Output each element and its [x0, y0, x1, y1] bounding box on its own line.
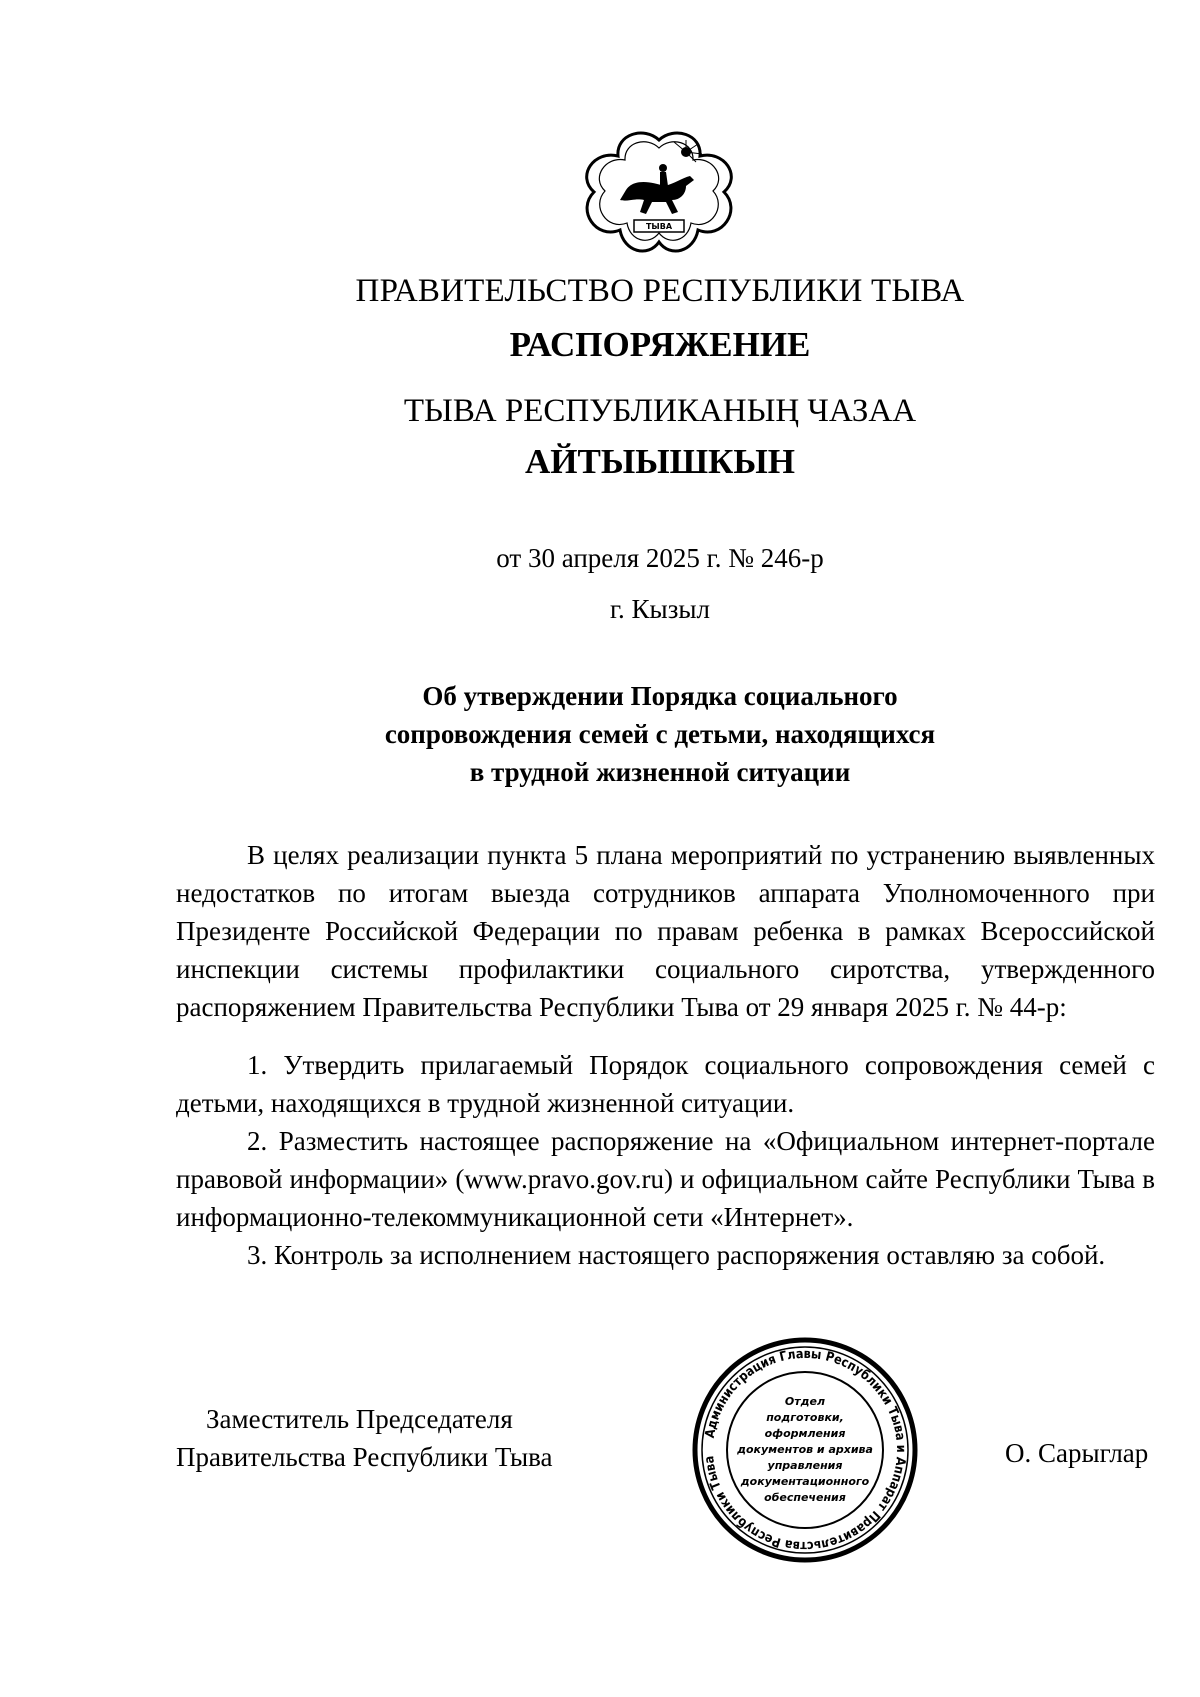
- signatory-position: [176, 1400, 553, 1476]
- document-city: г. Кызыл: [610, 594, 710, 624]
- stamp-ring-text: Администрация Главы Республики Тыва и Аппарат Правительства Республики Тыва: [702, 1346, 909, 1554]
- title-line: в трудной жизненной ситуации: [469, 757, 851, 787]
- position-line: Заместитель Председателя: [206, 1404, 513, 1434]
- stamp-center-line: документационного: [740, 1475, 870, 1488]
- official-stamp: [690, 1335, 920, 1565]
- item-3: 3. Контроль за исполнением настоящего распоряжения оставляю за собой.: [247, 1240, 1106, 1270]
- title-line: сопровождения семей с детьми, находящихся: [384, 719, 936, 749]
- government-name-tv: ТЫВА РЕСПУБЛИКАНЫҢ ЧАЗАА: [403, 393, 917, 429]
- preamble-paragraph: В целях реализации пункта 5 плана мероприятий по устранению выявленных недостатков по итогам выезда сотрудников аппарата Уполномоченного при Президенте Российской Федерации по правам ребенка в рамках Всероссийской инспекции системы профилактики социального сиротства, утвержденного распоряжением Правительства Республики Тыва от 29 января 2025 г. № 44-р:: [176, 840, 1155, 1022]
- position-line: Правительства Республики Тыва: [176, 1442, 553, 1472]
- stamp-center-line: Отдел: [784, 1395, 826, 1408]
- emblem-ribbon-text: ТЫВА: [645, 222, 673, 231]
- document-type-tv: АЙТЫЫШКЫН: [525, 442, 795, 481]
- stamp-center-line: подготовки,: [766, 1411, 844, 1424]
- stamp-center-line: управления: [767, 1459, 843, 1472]
- title-line: Об утверждении Порядка социального: [422, 681, 898, 711]
- item-1: 1. Утвердить прилагаемый Порядок социального сопровождения семей с детьми, находящихся в трудной жизненной ситуации.: [176, 1050, 1155, 1118]
- stamp-center-line: обеспечения: [764, 1491, 846, 1504]
- signatory-name: О. Сарыглар: [1005, 1438, 1149, 1468]
- stamp-center-line: оформления: [764, 1427, 846, 1440]
- document-title: [300, 677, 1020, 791]
- tuva-emblem-icon: [574, 128, 744, 258]
- government-name-ru: ПРАВИТЕЛЬСТВО РЕСПУБЛИКИ ТЫВА: [355, 273, 965, 309]
- item-2: 2. Разместить настоящее распоряжение на «Официальном интернет-портале правовой информации» (www.pravo.gov.ru) и официальном сайте Республики Тыва в информационно-телекоммуникационной сети «Интернет».: [176, 1126, 1155, 1232]
- document-date-number: от 30 апреля 2025 г. № 246-р: [496, 543, 824, 573]
- stamp-center-line: документов и архива: [737, 1443, 873, 1456]
- document-type-ru: РАСПОРЯЖЕНИЕ: [509, 325, 811, 364]
